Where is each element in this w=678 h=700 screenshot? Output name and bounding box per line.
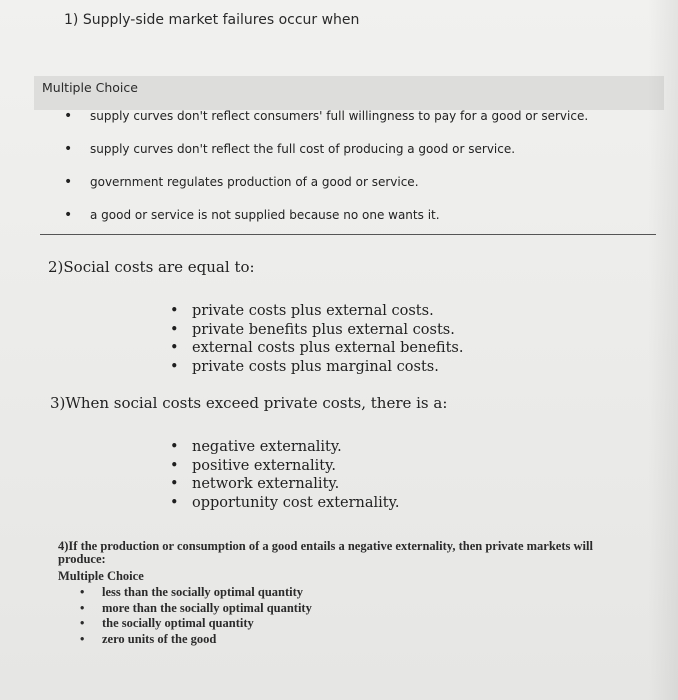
- question-3-option-d[interactable]: • opportunity cost externality.: [170, 494, 400, 513]
- question-4-title: 4)If the production or consumption of a good entails a negative externality, then private markets will produce:: [58, 539, 593, 566]
- question-4-option-d[interactable]: • zero units of the good: [80, 632, 312, 648]
- question-1-options: [62, 100, 588, 232]
- question-3-options: [170, 438, 400, 512]
- question-1-type-label: Multiple Choice: [42, 80, 138, 95]
- question-1-divider: [40, 234, 656, 235]
- question-1-option-d[interactable]: • a good or service is not supplied because no one wants it.: [62, 199, 588, 232]
- question-2-option-b[interactable]: • private benefits plus external costs.: [170, 321, 463, 340]
- question-2-title: 2)Social costs are equal to:: [48, 258, 255, 276]
- question-4-options: [80, 585, 312, 647]
- question-3-option-b[interactable]: • positive externality.: [170, 457, 400, 476]
- question-2-option-d[interactable]: • private costs plus marginal costs.: [170, 358, 463, 377]
- question-3-title: 3)When social costs exceed private costs, there is a:: [50, 394, 448, 412]
- question-4-type-label: Multiple Choice: [58, 569, 144, 583]
- question-3-option-a[interactable]: • negative externality.: [170, 438, 400, 457]
- question-4-option-b[interactable]: • more than the socially optimal quantity: [80, 601, 312, 617]
- question-3-option-c[interactable]: • network externality.: [170, 475, 400, 494]
- question-2-option-c[interactable]: • external costs plus external benefits.: [170, 339, 463, 358]
- question-4-option-a[interactable]: • less than the socially optimal quantity: [80, 585, 312, 601]
- question-4-option-c[interactable]: • the socially optimal quantity: [80, 616, 312, 632]
- question-2-option-a[interactable]: • private costs plus external costs.: [170, 302, 463, 321]
- question-1-option-b[interactable]: • supply curves don't reflect the full cost of producing a good or service.: [62, 133, 588, 166]
- question-1-option-a[interactable]: • supply curves don't reflect consumers' full willingness to pay for a good or service.: [62, 100, 588, 133]
- question-1-title: 1) Supply-side market failures occur when: [64, 12, 360, 28]
- question-1-option-c[interactable]: • government regulates production of a good or service.: [62, 166, 588, 199]
- question-2-options: [170, 302, 463, 376]
